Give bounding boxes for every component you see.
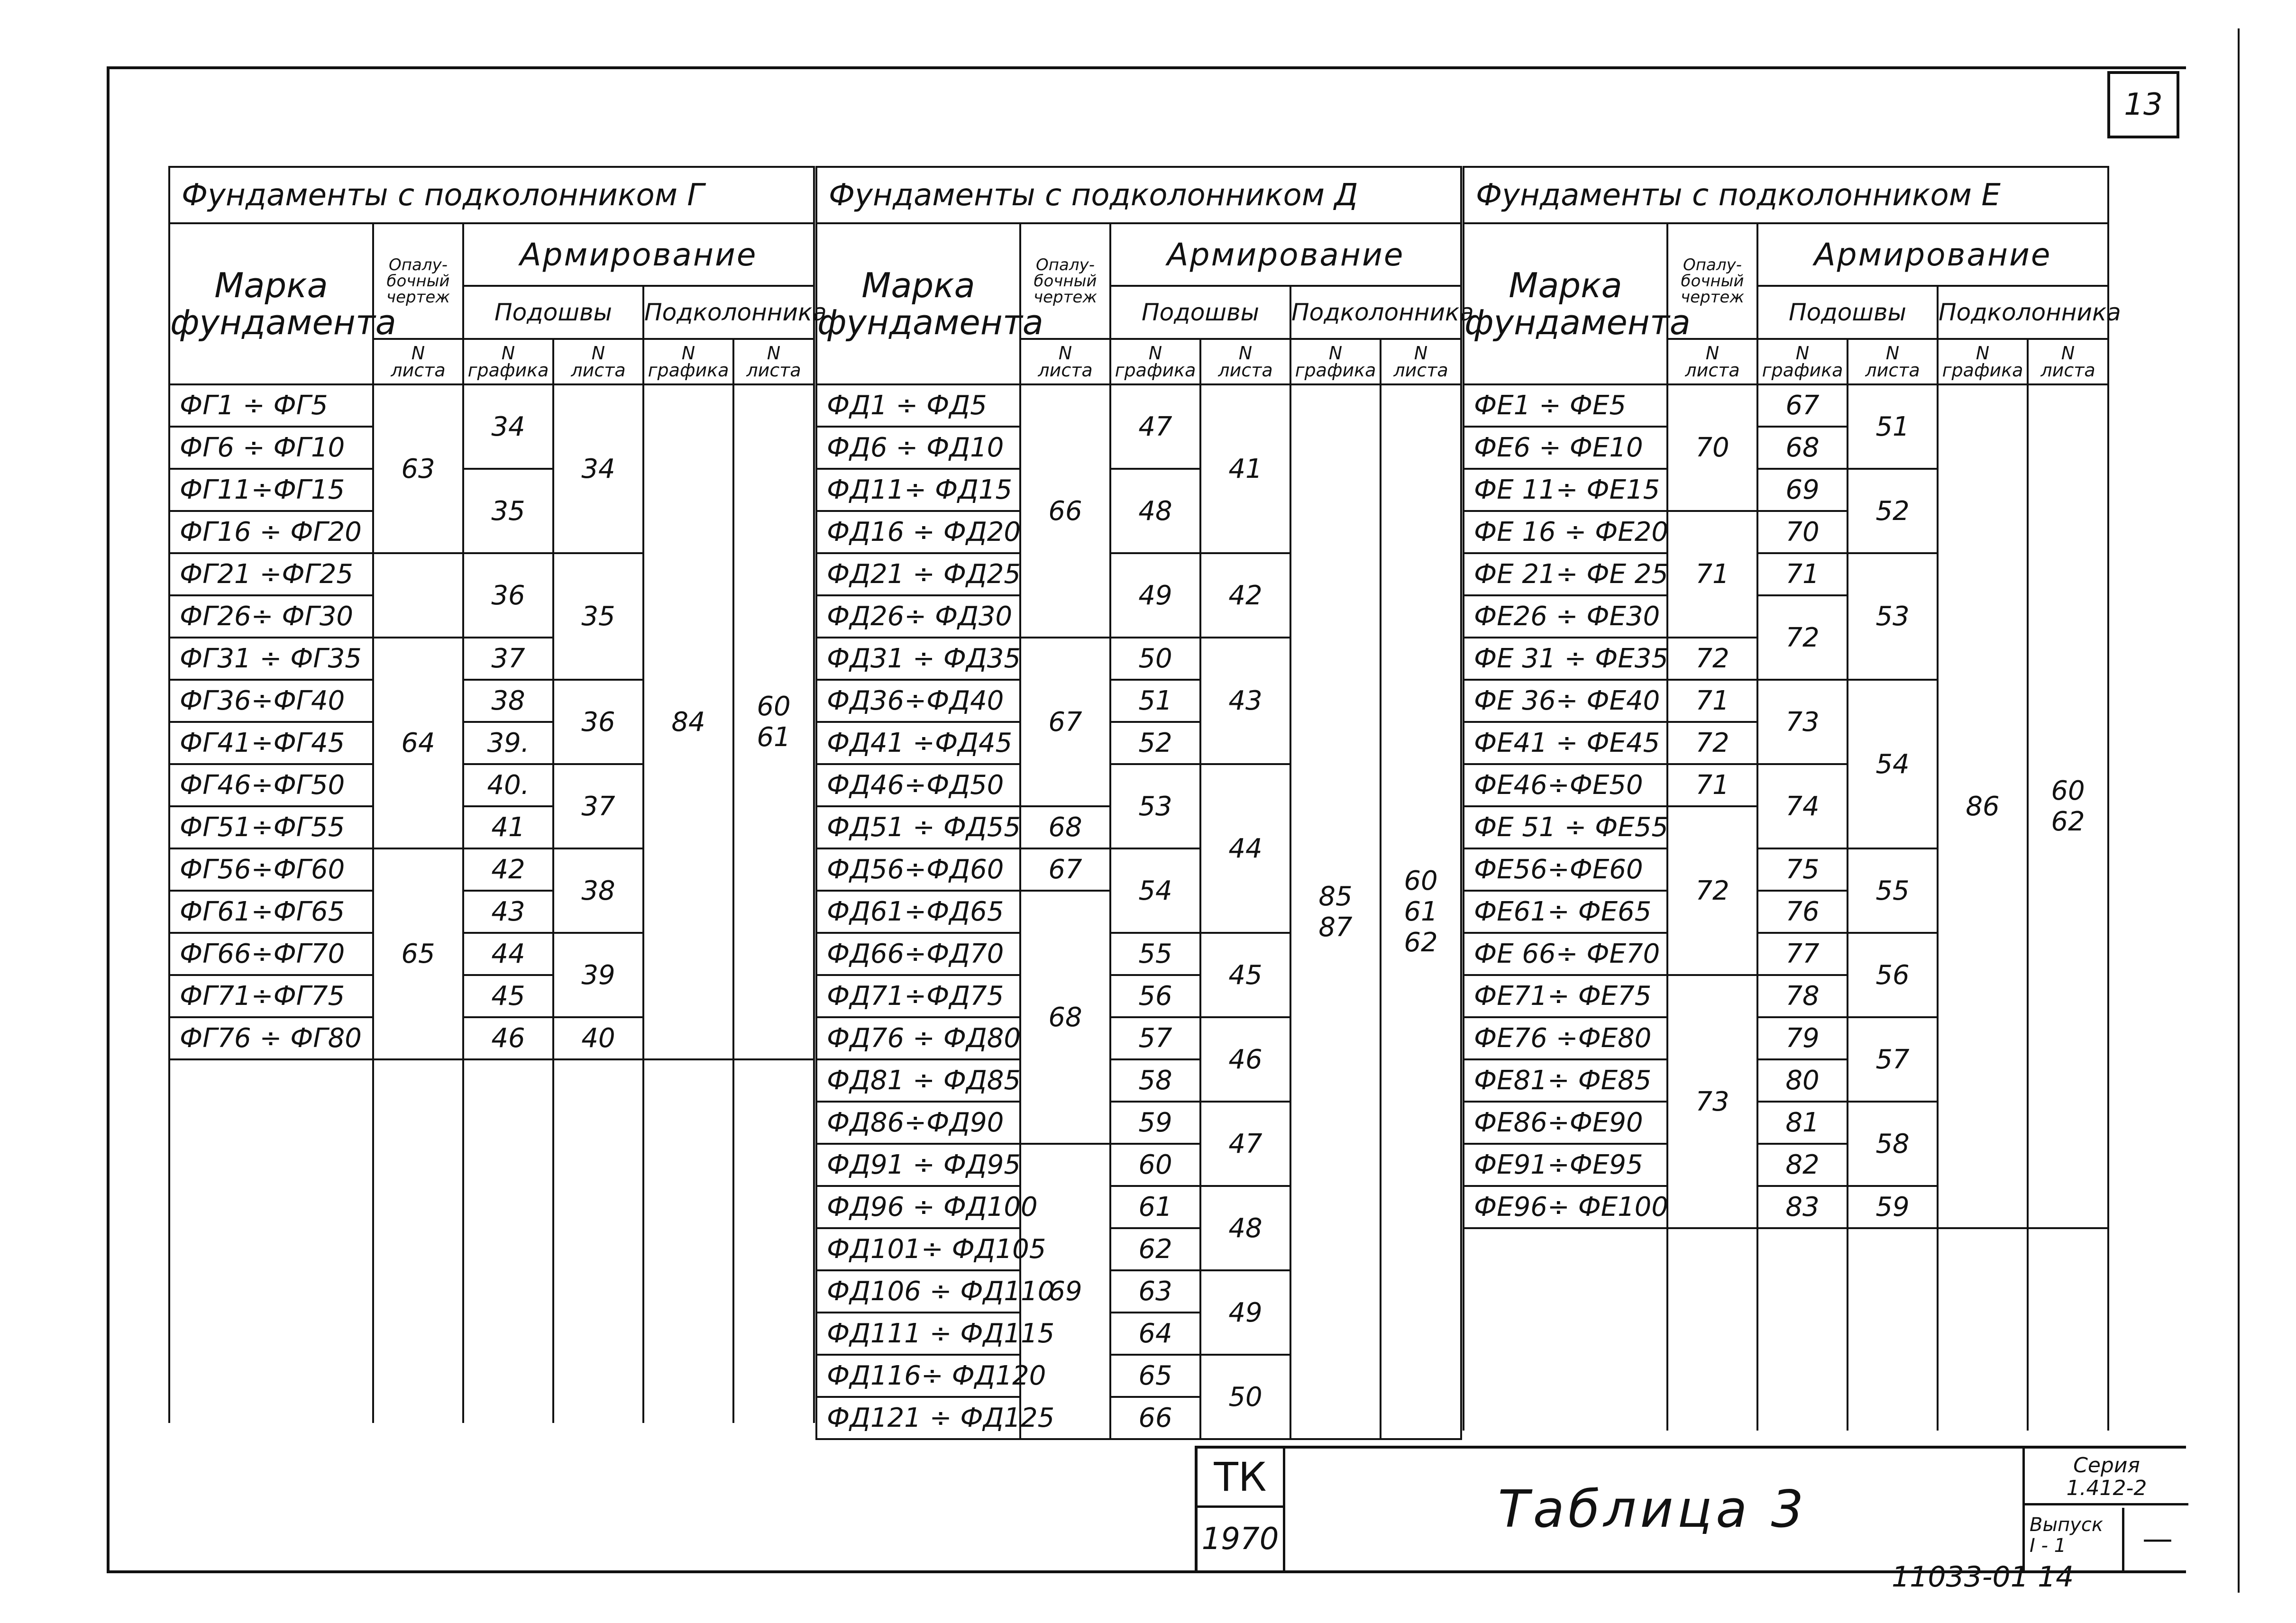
foundation-mark: ФГ56÷ФГ60 <box>169 848 373 891</box>
page-number: 13 <box>2107 71 2179 138</box>
empty-cell <box>373 1059 463 1423</box>
grafik-podoshvy: 47 <box>1110 384 1200 469</box>
foundation-mark: ФЕ 11÷ ФЕ15 <box>1464 469 1667 511</box>
grafik-podkolonnika: 86 <box>1938 384 2028 1228</box>
empty-cell <box>1848 1228 1938 1431</box>
empty-cell <box>553 1059 643 1423</box>
list-podoshvy: 49 <box>1200 1270 1290 1355</box>
foundation-mark: ФГ46÷ФГ50 <box>169 764 373 806</box>
foundation-mark: ФЕ76 ÷ФЕ80 <box>1464 1017 1667 1059</box>
empty-cell <box>1464 1228 1667 1431</box>
foundation-mark: ФГ1 ÷ ФГ5 <box>169 384 373 427</box>
opal-sheet <box>373 553 463 638</box>
grafik-podoshvy: 76 <box>1757 891 1848 933</box>
grafik-podoshvy: 49 <box>1110 553 1200 638</box>
table-row <box>816 384 1461 427</box>
foundation-mark: ФЕ 36÷ ФЕ40 <box>1464 680 1667 722</box>
opal-sheet: 71 <box>1667 511 1757 638</box>
stamp-right-column <box>2022 1449 2188 1570</box>
foundation-mark: ФД101÷ ФД105 <box>816 1228 1020 1270</box>
grafik-podoshvy: 50 <box>1110 638 1200 680</box>
foundation-mark: ФД111 ÷ ФД115 <box>816 1313 1020 1355</box>
foundation-mark: ФД21 ÷ ФД25 <box>816 553 1020 595</box>
foundation-mark: ФЕ46÷ФЕ50 <box>1464 764 1667 806</box>
subcol-n-lista: N листа <box>1020 339 1110 384</box>
list-podkolonnika: 60 62 <box>2028 384 2108 1228</box>
grafik-podoshvy: 79 <box>1757 1017 1848 1059</box>
foundation-mark: ФД41 ÷ФД45 <box>816 722 1020 764</box>
foundation-mark: ФД76 ÷ ФД80 <box>816 1017 1020 1059</box>
grafik-podoshvy: 78 <box>1757 975 1848 1017</box>
grafik-podoshvy: 45 <box>463 975 553 1017</box>
foundation-mark: ФЕ 21÷ ФЕ 25 <box>1464 553 1667 595</box>
foundation-mark: ФД91 ÷ ФД95 <box>816 1144 1020 1186</box>
column-opalubochny: Опалу- бочный чертеж <box>373 223 463 339</box>
grafik-podoshvy: 36 <box>463 553 553 638</box>
right-edge-mark <box>2238 28 2240 1593</box>
foundation-table <box>815 166 1474 1440</box>
column-podoshvy: Подошвы <box>1110 286 1290 339</box>
archive-code: 11033-01 14 <box>1892 1560 2074 1594</box>
foundation-mark: ФЕ 66÷ ФЕ70 <box>1464 933 1667 975</box>
foundation-mark: ФГ11÷ФГ15 <box>169 469 373 511</box>
foundation-mark: ФГ31 ÷ ФГ35 <box>169 638 373 680</box>
subcol-n-grafika: N графика <box>1290 339 1381 384</box>
opal-sheet: 67 <box>1020 638 1110 806</box>
grafik-podoshvy: 69 <box>1757 469 1848 511</box>
foundation-mark: ФД116÷ ФД120 <box>816 1355 1020 1397</box>
grafik-podoshvy: 51 <box>1110 680 1200 722</box>
list-podoshvy: 54 <box>1848 680 1938 848</box>
foundation-mark: ФЕ41 ÷ ФЕ45 <box>1464 722 1667 764</box>
list-podoshvy: 35 <box>553 553 643 680</box>
grafik-podoshvy: 39. <box>463 722 553 764</box>
subcol-n-lista: N листа <box>733 339 814 384</box>
grafik-podoshvy: 43 <box>463 891 553 933</box>
foundation-mark: ФД16 ÷ ФД20 <box>816 511 1020 553</box>
table-header: Фундаменты с подколонником Г <box>169 167 814 223</box>
list-podoshvy: 42 <box>1200 553 1290 638</box>
empty-cell <box>733 1059 814 1423</box>
column-armirovanie: Армирование <box>463 223 814 286</box>
grafik-podoshvy: 40. <box>463 764 553 806</box>
foundation-mark: ФД106 ÷ ФД110 <box>816 1270 1020 1313</box>
foundation-mark: ФЕ86÷ФЕ90 <box>1464 1102 1667 1144</box>
list-podkolonnika: 60 61 62 <box>1381 384 1461 1439</box>
foundation-mark: ФД11÷ ФД15 <box>816 469 1020 511</box>
subcol-n-lista: N листа <box>1381 339 1461 384</box>
list-podoshvy: 55 <box>1848 848 1938 933</box>
grafik-podoshvy: 63 <box>1110 1270 1200 1313</box>
foundation-mark: ФЕ71÷ ФЕ75 <box>1464 975 1667 1017</box>
foundation-mark: ФГ16 ÷ ФГ20 <box>169 511 373 553</box>
grafik-podoshvy: 48 <box>1110 469 1200 553</box>
subcol-n-grafika: N графика <box>463 339 553 384</box>
empty-cell <box>643 1059 733 1423</box>
subcol-n-lista: N листа <box>1667 339 1757 384</box>
table-header: Фундаменты с подколонником Д <box>816 167 1461 223</box>
column-marka: Марка фундамента <box>816 223 1020 384</box>
list-podoshvy: 56 <box>1848 933 1938 1017</box>
column-podkolonnika: Подколонника <box>1938 286 2108 339</box>
grafik-podoshvy: 59 <box>1110 1102 1200 1144</box>
empty-cell <box>1938 1228 2028 1431</box>
grafik-podoshvy: 55 <box>1110 933 1200 975</box>
opal-sheet: 68 <box>1020 891 1110 1144</box>
foundation-mark: ФЕ91÷ФЕ95 <box>1464 1144 1667 1186</box>
foundation-mark: ФГ71÷ФГ75 <box>169 975 373 1017</box>
list-podoshvy: 52 <box>1848 469 1938 553</box>
list-podoshvy: 58 <box>1848 1102 1938 1186</box>
subcol-n-lista: N листа <box>373 339 463 384</box>
filler-row <box>1464 1228 2108 1431</box>
opal-sheet: 68 <box>1020 806 1110 848</box>
subcol-n-lista: N листа <box>2028 339 2108 384</box>
opal-sheet: 67 <box>1020 848 1110 891</box>
foundation-mark: ФД6 ÷ ФД10 <box>816 427 1020 469</box>
foundation-mark: ФД66÷ФД70 <box>816 933 1020 975</box>
foundation-mark: ФЕ61÷ ФЕ65 <box>1464 891 1667 933</box>
stamp-title: Таблица 3 <box>1498 1480 1808 1539</box>
grafik-podoshvy: 44 <box>463 933 553 975</box>
grafik-podoshvy: 80 <box>1757 1059 1848 1102</box>
opal-sheet: 73 <box>1667 975 1757 1228</box>
foundation-mark: ФД86÷ФД90 <box>816 1102 1020 1144</box>
grafik-podoshvy: 62 <box>1110 1228 1200 1270</box>
grafik-podoshvy: 66 <box>1110 1397 1200 1439</box>
subcol-n-grafika: N графика <box>643 339 733 384</box>
list-podoshvy: 48 <box>1200 1186 1290 1270</box>
foundation-mark: ФГ61÷ФГ65 <box>169 891 373 933</box>
grafik-podoshvy: 37 <box>463 638 553 680</box>
grafik-podoshvy: 52 <box>1110 722 1200 764</box>
grafik-podoshvy: 74 <box>1757 764 1848 848</box>
foundation-mark: ФГ21 ÷ФГ25 <box>169 553 373 595</box>
opal-sheet: 71 <box>1667 764 1757 806</box>
foundation-mark: ФЕ81÷ ФЕ85 <box>1464 1059 1667 1102</box>
foundation-mark: ФД81 ÷ ФД85 <box>816 1059 1020 1102</box>
stamp-vypusk: Выпуск I - 1 <box>2025 1508 2124 1570</box>
subcol-n-lista: N листа <box>553 339 643 384</box>
grafik-podoshvy: 61 <box>1110 1186 1200 1228</box>
foundation-mark: ФД121 ÷ ФД125 <box>816 1397 1020 1439</box>
opal-sheet: 63 <box>373 384 463 553</box>
grafik-podoshvy: 67 <box>1757 384 1848 427</box>
column-podkolonnika: Подколонника <box>643 286 814 339</box>
empty-cell <box>2028 1228 2108 1431</box>
list-podoshvy: 37 <box>553 764 643 848</box>
list-podoshvy: 43 <box>1200 638 1290 764</box>
grafik-podkolonnika: 84 <box>643 384 733 1059</box>
list-podoshvy: 44 <box>1200 764 1290 933</box>
grafik-podoshvy: 70 <box>1757 511 1848 553</box>
opal-sheet: 72 <box>1667 806 1757 975</box>
grafik-podoshvy: 42 <box>463 848 553 891</box>
foundation-table <box>168 166 827 1423</box>
foundation-mark: ФД36÷ФД40 <box>816 680 1020 722</box>
list-podoshvy: 51 <box>1848 384 1938 469</box>
foundation-mark: ФЕ 51 ÷ ФЕ55 <box>1464 806 1667 848</box>
list-podoshvy: 57 <box>1848 1017 1938 1102</box>
column-marka: Марка фундамента <box>1464 223 1667 384</box>
foundation-mark: ФД61÷ФД65 <box>816 891 1020 933</box>
list-podoshvy: 38 <box>553 848 643 933</box>
empty-cell <box>169 1059 373 1423</box>
column-podoshvy: Подошвы <box>463 286 643 339</box>
subcol-n-grafika: N графика <box>1757 339 1848 384</box>
stamp-dash: — <box>2142 1522 2173 1557</box>
grafik-podoshvy: 60 <box>1110 1144 1200 1186</box>
empty-cell <box>1667 1228 1757 1431</box>
opal-sheet: 69 <box>1020 1144 1110 1439</box>
list-podoshvy: 47 <box>1200 1102 1290 1186</box>
foundation-mark: ФГ76 ÷ ФГ80 <box>169 1017 373 1059</box>
table-row <box>169 384 814 427</box>
foundation-mark: ФД1 ÷ ФД5 <box>816 384 1020 427</box>
list-podkolonnika: 60 61 <box>733 384 814 1059</box>
foundation-mark: ФД26÷ ФД30 <box>816 595 1020 638</box>
grafik-podoshvy: 57 <box>1110 1017 1200 1059</box>
grafik-podoshvy: 83 <box>1757 1186 1848 1228</box>
grafik-podoshvy: 54 <box>1110 848 1200 933</box>
foundation-mark: ФЕ1 ÷ ФЕ5 <box>1464 384 1667 427</box>
stamp-year: 1970 <box>1201 1522 1279 1557</box>
column-armirovanie: Армирование <box>1757 223 2108 286</box>
list-podoshvy: 40 <box>553 1017 643 1059</box>
column-podoshvy: Подошвы <box>1757 286 1938 339</box>
column-marka: Марка фундамента <box>169 223 373 384</box>
foundation-mark: ФД56÷ФД60 <box>816 848 1020 891</box>
foundation-mark: ФЕ6 ÷ ФЕ10 <box>1464 427 1667 469</box>
grafik-podoshvy: 56 <box>1110 975 1200 1017</box>
stamp-series: Серия 1.412-2 <box>2025 1449 2188 1505</box>
foundation-mark: ФЕ 16 ÷ ФЕ20 <box>1464 511 1667 553</box>
grafik-podoshvy: 53 <box>1110 764 1200 848</box>
foundation-mark: ФГ6 ÷ ФГ10 <box>169 427 373 469</box>
foundation-table <box>1463 166 2121 1431</box>
grafik-podkolonnika: 85 87 <box>1290 384 1381 1439</box>
empty-cell <box>1757 1228 1848 1431</box>
foundation-mark: ФД31 ÷ ФД35 <box>816 638 1020 680</box>
opal-sheet: 64 <box>373 638 463 848</box>
grafik-podoshvy: 65 <box>1110 1355 1200 1397</box>
column-opalubochny: Опалу- бочный чертеж <box>1020 223 1110 339</box>
subcol-n-grafika: N графика <box>1938 339 2028 384</box>
grafik-podoshvy: 75 <box>1757 848 1848 891</box>
foundation-mark: ФД51 ÷ ФД55 <box>816 806 1020 848</box>
foundation-mark: ФГ66÷ФГ70 <box>169 933 373 975</box>
grafik-podoshvy: 34 <box>463 384 553 469</box>
opal-sheet: 70 <box>1667 384 1757 511</box>
opal-sheet: 71 <box>1667 680 1757 722</box>
grafik-podoshvy: 38 <box>463 680 553 722</box>
grafik-podoshvy: 73 <box>1757 680 1848 764</box>
grafik-podoshvy: 46 <box>463 1017 553 1059</box>
opal-sheet: 65 <box>373 848 463 1059</box>
column-armirovanie: Армирование <box>1110 223 1461 286</box>
foundation-mark: ФД96 ÷ ФД100 <box>816 1186 1020 1228</box>
list-podoshvy: 59 <box>1848 1186 1938 1228</box>
table-row <box>1464 384 2108 427</box>
filler-row <box>169 1059 814 1423</box>
grafik-podoshvy: 68 <box>1757 427 1848 469</box>
opal-sheet: 72 <box>1667 638 1757 680</box>
opal-sheet: 66 <box>1020 384 1110 638</box>
subcol-n-grafika: N графика <box>1110 339 1200 384</box>
grafik-podoshvy: 58 <box>1110 1059 1200 1102</box>
foundation-mark: ФЕ56÷ФЕ60 <box>1464 848 1667 891</box>
foundation-mark: ФД46÷ФД50 <box>816 764 1020 806</box>
list-podoshvy: 50 <box>1200 1355 1290 1439</box>
list-podoshvy: 36 <box>553 680 643 764</box>
list-podoshvy: 46 <box>1200 1017 1290 1102</box>
column-podkolonnika: Подколонника <box>1290 286 1461 339</box>
foundation-mark: ФГ26÷ ФГ30 <box>169 595 373 638</box>
list-podoshvy: 41 <box>1200 384 1290 553</box>
grafik-podoshvy: 82 <box>1757 1144 1848 1186</box>
grafik-podoshvy: 81 <box>1757 1102 1848 1144</box>
list-podoshvy: 53 <box>1848 553 1938 680</box>
grafik-podoshvy: 72 <box>1757 595 1848 680</box>
grafik-podoshvy: 41 <box>463 806 553 848</box>
foundation-mark: ФД71÷ФД75 <box>816 975 1020 1017</box>
grafik-podoshvy: 35 <box>463 469 553 553</box>
list-podoshvy: 45 <box>1200 933 1290 1017</box>
foundation-mark: ФГ41÷ФГ45 <box>169 722 373 764</box>
grafik-podoshvy: 77 <box>1757 933 1848 975</box>
column-opalubochny: Опалу- бочный чертеж <box>1667 223 1757 339</box>
stamp-tk: ТК <box>1198 1449 1283 1508</box>
list-podoshvy: 39 <box>553 933 643 1017</box>
grafik-podoshvy: 64 <box>1110 1313 1200 1355</box>
foundation-mark: ФЕ 31 ÷ ФЕ35 <box>1464 638 1667 680</box>
subcol-n-lista: N листа <box>1200 339 1290 384</box>
foundation-mark: ФЕ96÷ ФЕ100 <box>1464 1186 1667 1228</box>
empty-cell <box>463 1059 553 1423</box>
table-header: Фундаменты с подколонником Е <box>1464 167 2108 223</box>
foundation-mark: ФГ36÷ФГ40 <box>169 680 373 722</box>
foundation-mark: ФЕ26 ÷ ФЕ30 <box>1464 595 1667 638</box>
title-block <box>1195 1446 2186 1570</box>
subcol-n-lista: N листа <box>1848 339 1938 384</box>
list-podoshvy: 34 <box>553 384 643 553</box>
foundation-mark: ФГ51÷ФГ55 <box>169 806 373 848</box>
grafik-podoshvy: 71 <box>1757 553 1848 595</box>
opal-sheet: 72 <box>1667 722 1757 764</box>
